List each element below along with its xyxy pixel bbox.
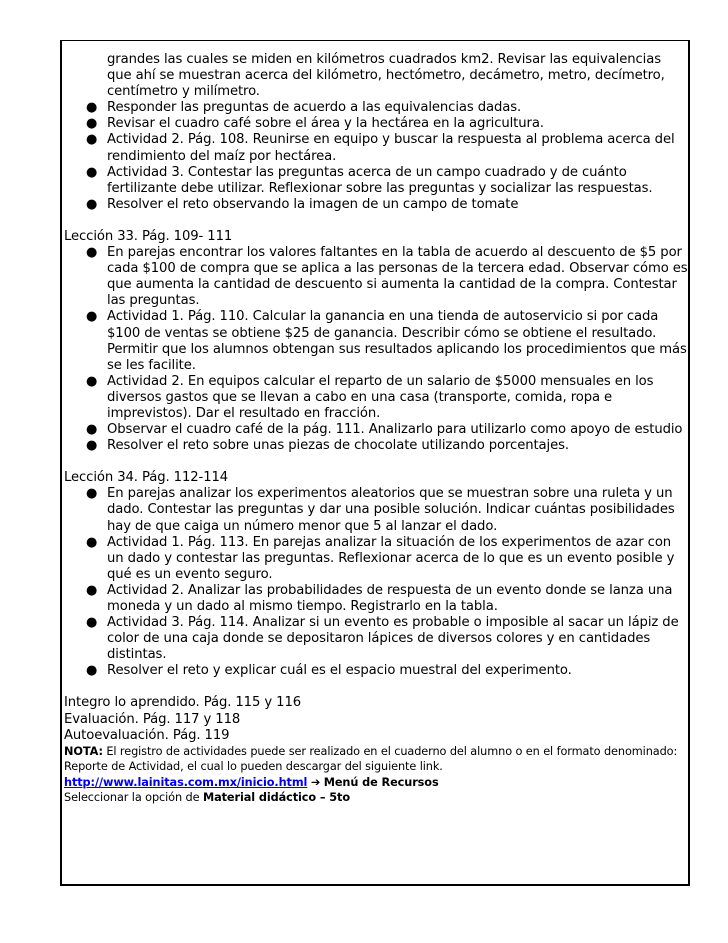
list-item: ● En parejas encontrar los valores faltantes en la tabla de acuerdo al descuento de $5 por cada $100 de compra que se aplica a las personas de la tercera edad. Observar cómo es que aumenta la cantidad de descuento si aumenta la cantidad de la compra. Contestar las preguntas. <box>86 245 688 309</box>
bullet-icon: ● <box>86 373 98 389</box>
intro-list <box>64 100 688 213</box>
bullet-icon: ● <box>86 116 98 132</box>
list-item: ● Actividad 3. Contestar las preguntas acerca de un campo cuadrado y de cuánto fertilizante debe utilizar. Reflexionar sobre las preguntas y socializar las respuestas. <box>86 164 653 196</box>
list-item: ● Resolver el reto sobre unas piezas de chocolate utilizando porcentajes. <box>86 438 569 454</box>
resource-link[interactable]: http://www.lainitas.com.mx/inicio.html <box>64 775 308 789</box>
note-text: El registro de actividades puede ser realizado en el cuaderno del alumno o en el formato denominado: Reporte de Actividad, el cual lo pueden descargar del siguiente link. <box>64 744 678 774</box>
bullet-icon: ● <box>86 582 98 598</box>
arrow-right-icon: ➔ <box>310 775 321 789</box>
menu-label: Menú de Recursos <box>323 775 439 789</box>
list-item: ● Revisar el cuadro café sobre el área y la hectárea en la agricultura. <box>86 116 544 132</box>
note-paragraph <box>64 744 688 775</box>
lesson-34-title: Lección 34. Pág. 112-114 <box>64 470 229 486</box>
lesson-33-list <box>64 245 688 454</box>
list-item: ● En parejas analizar los experimentos aleatorios que se muestran sobre una ruleta y un dado. Contestar las preguntas y dar una posible solución. Indicar cuántas posibilidades hay de que caiga un número menor que 5 al lanzar el dado. <box>86 486 675 534</box>
bullet-icon: ● <box>86 422 98 438</box>
list-item: ● Observar el cuadro café de la pág. 111. Analizarlo para utilizarlo como apoyo de estudio <box>86 422 683 438</box>
select-option-line: Seleccionar la opción de Material didáctico – 5to <box>64 791 350 805</box>
intro-continuation: grandes las cuales se miden en kilómetros cuadrados km2. Revisar las equivalencias que ahí se muestran acerca del kilómetro, hectómetro, decámetro, metro, decímetro, centímetro y milímetro. <box>107 52 665 100</box>
document-content <box>64 52 688 806</box>
bullet-icon: ● <box>86 196 98 212</box>
bullet-icon: ● <box>86 100 98 116</box>
bullet-icon: ● <box>86 534 98 550</box>
bullet-icon: ● <box>86 615 98 631</box>
list-item: ● Actividad 2. Pág. 108. Reunirse en equipo y buscar la respuesta al problema acerca del rendimiento del maíz por hectárea. <box>86 132 675 164</box>
bullet-icon: ● <box>86 164 98 180</box>
lesson-33-title: Lección 33. Pág. 109- 111 <box>64 228 233 244</box>
lesson-34-list <box>64 486 688 679</box>
select-option-bold: Material didáctico – 5to <box>202 791 350 805</box>
list-item: ● Actividad 3. Pág. 114. Analizar si un evento es probable o imposible al sacar un lápiz de color de una caja donde se depositaron lápices de diversos colores y en cantidades distintas. <box>86 615 679 663</box>
bullet-icon: ● <box>86 245 98 261</box>
bullet-icon: ● <box>86 486 98 502</box>
bullet-icon: ● <box>86 132 98 148</box>
note-label: NOTA: <box>64 744 103 758</box>
bullet-icon: ● <box>86 438 98 454</box>
evaluacion-line: Evaluación. Pág. 117 y 118 <box>64 711 241 727</box>
list-item: ● Actividad 2. Analizar las probabilidades de respuesta de un evento donde se lanza una moneda y un dado al mismo tiempo. Registrarlo en la tabla. <box>86 582 673 614</box>
list-item: ● Responder las preguntas de acuerdo a las equivalencias dadas. <box>86 100 522 116</box>
link-line <box>64 775 688 791</box>
list-item: ● Actividad 1. Pág. 110. Calcular la ganancia en una tienda de autoservicio si por cada $100 de ventas se obtiene $25 de ganancia. Describir cómo se obtiene el resultado. Permitir que los alumnos obtengan sus resultados aplicando los procedimientos que más se les facilite. <box>86 309 687 373</box>
bullet-icon: ● <box>86 309 98 325</box>
bullet-icon: ● <box>86 663 98 679</box>
list-item: ● Resolver el reto observando la imagen de un campo de tomate <box>86 196 519 212</box>
integro-line: Integro lo aprendido. Pág. 115 y 116 <box>64 695 302 711</box>
list-item: ● Resolver el reto y explicar cuál es el espacio muestral del experimento. <box>86 663 572 679</box>
autoevaluacion-line: Autoevaluación. Pág. 119 <box>64 727 230 743</box>
list-item: ● Actividad 1. Pág. 113. En parejas analizar la situación de los experimentos de azar con un dado y contestar las preguntas. Reflexionar acerca de lo que es un evento posible y qué es un evento seguro. <box>86 534 675 582</box>
list-item: ● Actividad 2. En equipos calcular el reparto de un salario de $5000 mensuales en los diversos gastos que se llevan a cabo en una casa (transporte, comida, ropa e imprevistos). Dar el resultado en fracción. <box>86 373 654 421</box>
